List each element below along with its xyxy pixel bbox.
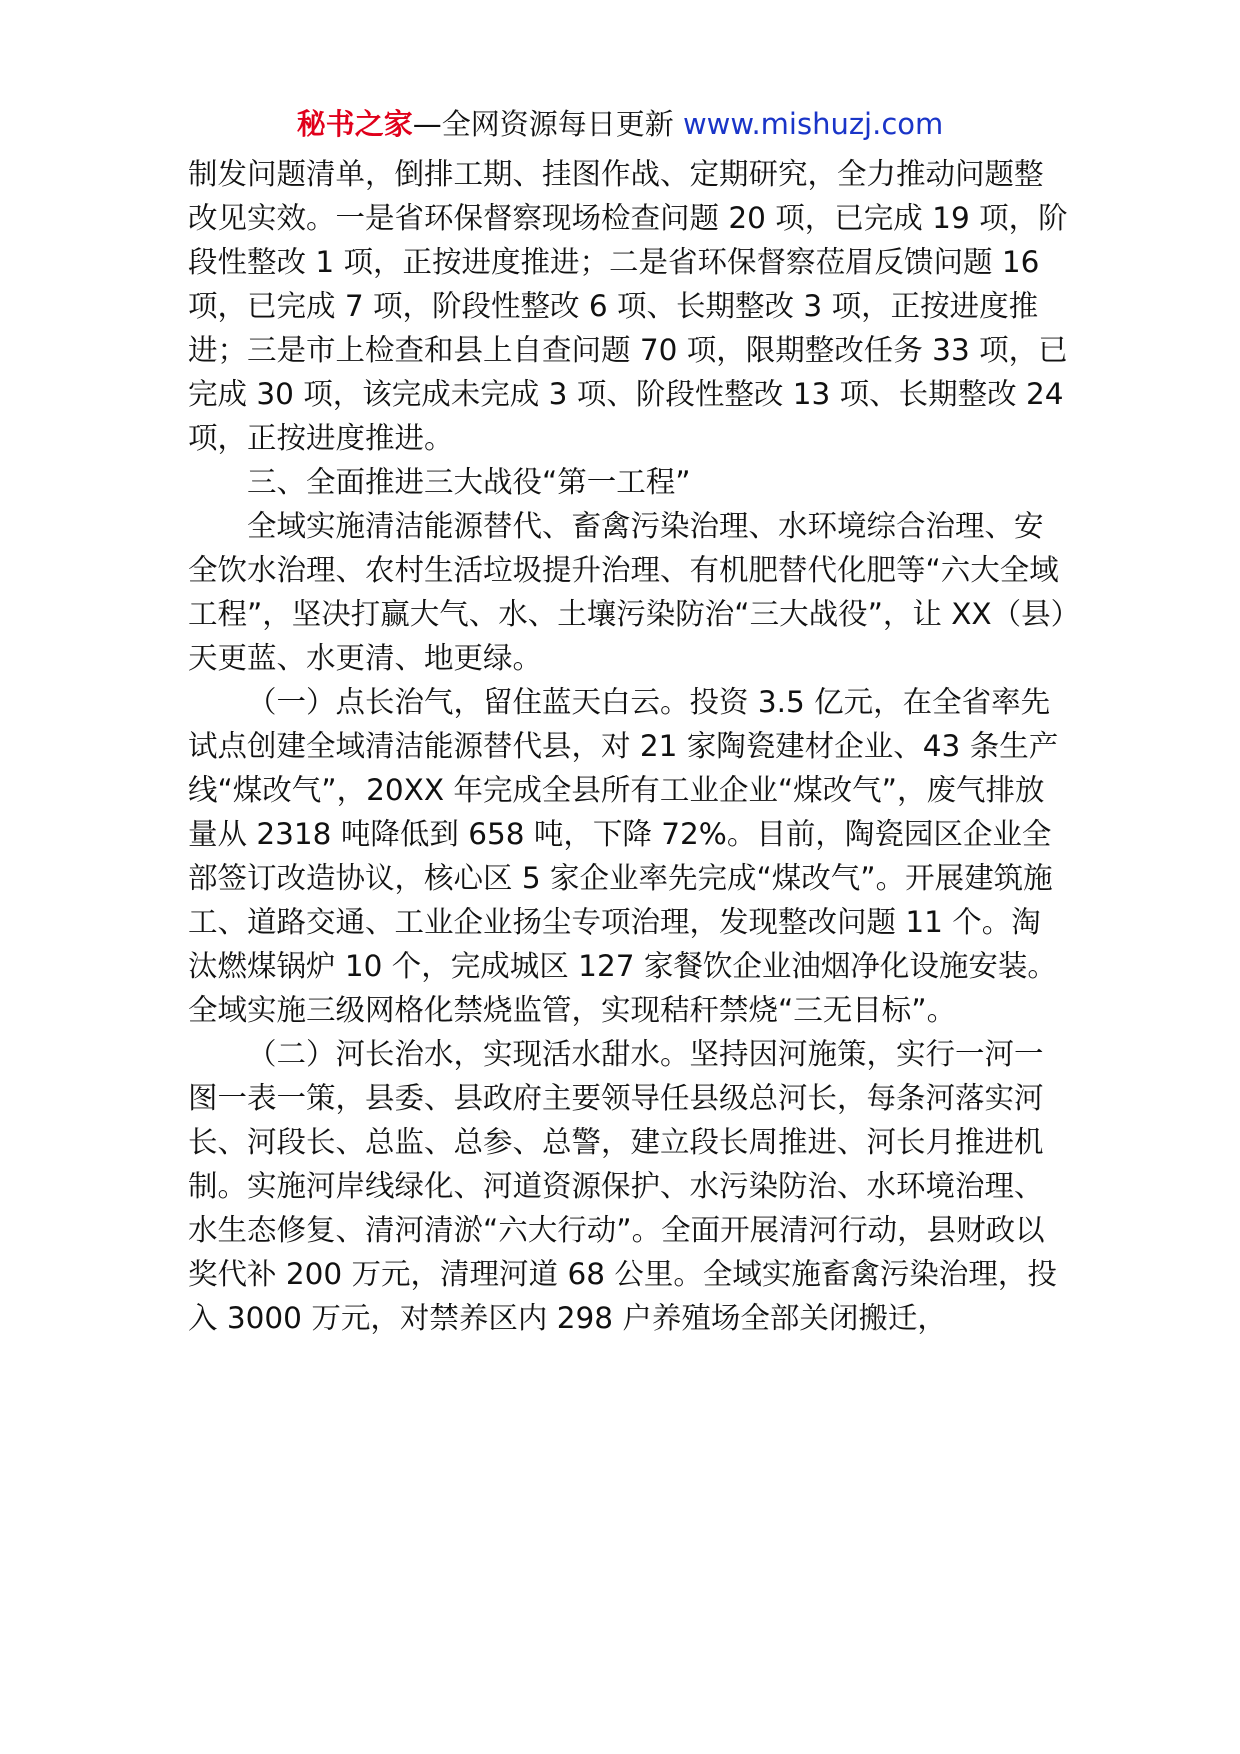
page-header [0, 98, 1240, 150]
document-body [188, 152, 1068, 1340]
paragraph-continued: 制发问题清单，倒排工期、挂图作战、定期研究，全力推动问题整改见实效。一是省环保督察现场检查问题 20 项，已完成 19 项，阶段性整改 1 项，正按进度推进；二是省环保督察莅眉反馈问题 16 项，已完成 7 项，阶段性整改 6 项、长期整改 3 项，正按进度推进；三是市上检查和县上自查问题 70 项，限期整改任务 33 项，已完成 30 项，该完成未完成 3 项、阶段性整改 13 项、长期整改 24 项，正按进度推进。 [188, 157, 1068, 455]
paragraph-water-governance: （二）河长治水，实现活水甜水。坚持因河施策，实行一河一图一表一策，县委、县政府主要领导任县级总河长，每条河落实河长、河段长、总监、总参、总警，建立段长周推进、河长月推进机制。实施河岸线绿化、河道资源保护、水污染防治、水环境治理、水生态修复、清河清淤“六大行动”。全面开展清河行动，县财政以奖代补 200 万元，清理河道 68 公里。全域实施畜禽污染治理，投入 3000 万元，对禁养区内 298 户养殖场全部关闭搬迁， [188, 1037, 1057, 1335]
section-heading: 三、全面推进三大战役“第一工程” [247, 465, 691, 499]
paragraph-section-intro: 全域实施清洁能源替代、畜禽污染治理、水环境综合治理、安全饮水治理、农村生活垃圾提升治理、有机肥替代化肥等“六大全域工程”，坚决打赢大气、水、土壤污染防治“三大战役”，让 XX（县）天更蓝、水更清、地更绿。 [188, 509, 1066, 675]
header-slogan: —全网资源每日更新 [412, 107, 683, 141]
paragraph-air-governance: （一）点长治气，留住蓝天白云。投资 3.5 亿元，在全省率先试点创建全域清洁能源替代县，对 21 家陶瓷建材企业、43 条生产线“煤改气”，20XX 年完成全县所有工业企业“煤改气”，废气排放量从 2318 吨降低到 658 吨，下降 72%。目前，陶瓷园区企业全部签订改造协议，核心区 5 家企业率先完成“煤改气”。开展建筑施工、道路交通、工业企业扬尘专项治理，发现整改问题 11 个。淘汰燃煤锅炉 10 个，完成城区 127 家餐饮企业油烟净化设施安装。全域实施三级网格化禁烧监管，实现秸秆禁烧“三无目标”。 [188, 685, 1059, 1027]
header-brand: 秘书之家 [296, 107, 413, 141]
header-url-link[interactable]: www.mishuzj.com [682, 107, 944, 141]
